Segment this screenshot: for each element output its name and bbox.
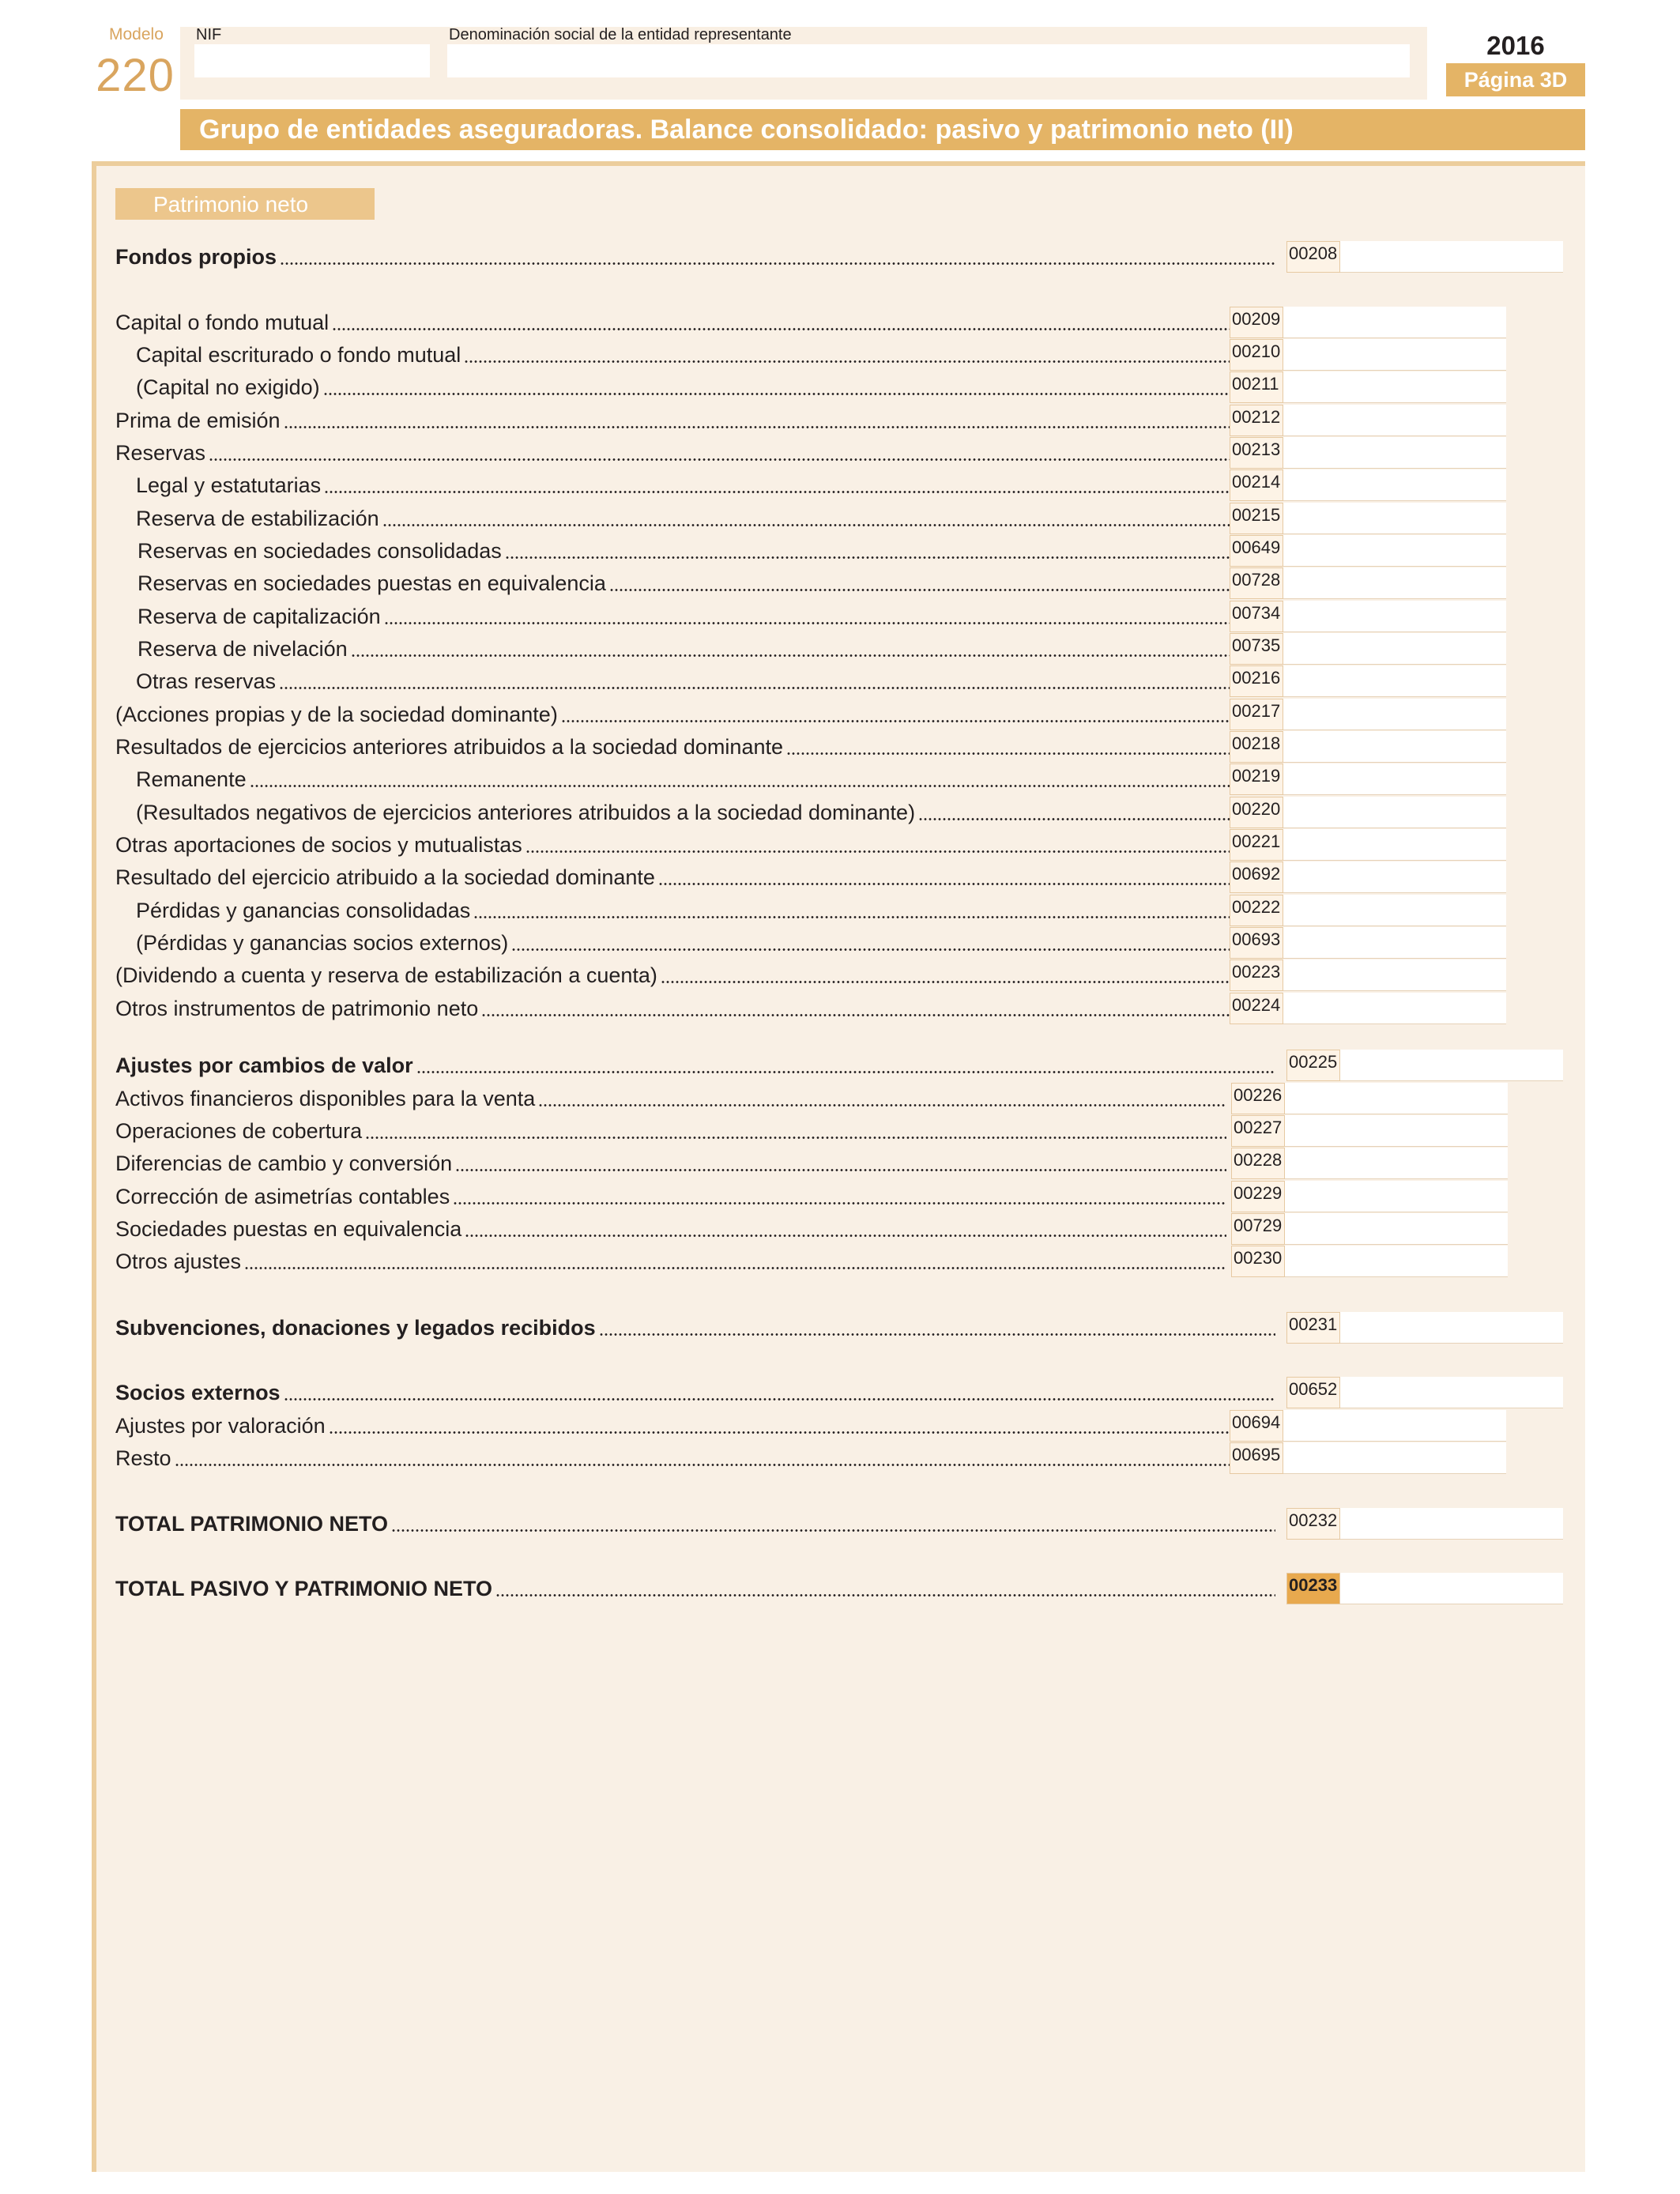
amount-field[interactable] <box>1283 601 1506 632</box>
form-row <box>115 763 1508 795</box>
form-row <box>115 1181 1509 1212</box>
row-label-wrap <box>115 1083 1226 1114</box>
amount-field[interactable] <box>1283 763 1506 795</box>
row-label: Prima de emisión <box>115 409 281 432</box>
row-label-wrap <box>137 567 1230 599</box>
row-label: Reservas en sociedades consolidadas <box>137 539 502 563</box>
row-label: Socios externos <box>115 1381 281 1404</box>
form-row <box>115 1312 1565 1344</box>
amount-field[interactable] <box>1283 339 1506 371</box>
form-row <box>115 1213 1509 1245</box>
dot-leader <box>658 883 1230 885</box>
dot-leader <box>284 426 1230 428</box>
amount-field[interactable] <box>1340 1508 1563 1540</box>
box-code: 00223 <box>1230 959 1283 991</box>
box-code: 00652 <box>1286 1377 1340 1408</box>
row-label: Sociedades puestas en equivalencia <box>115 1217 462 1241</box>
dot-leader <box>661 981 1230 983</box>
amount-field[interactable] <box>1283 797 1506 828</box>
amount-field[interactable] <box>1283 927 1506 959</box>
amount-field[interactable] <box>1340 1377 1563 1408</box>
row-label: Legal y estatutarias <box>136 473 322 497</box>
form-row <box>115 241 1565 273</box>
form-row <box>115 731 1508 763</box>
row-label-wrap <box>136 339 1230 371</box>
amount-field[interactable] <box>1283 959 1506 991</box>
row-label-wrap <box>136 895 1230 926</box>
row-label-wrap <box>115 861 1230 893</box>
form-row <box>115 503 1508 534</box>
amount-field[interactable] <box>1283 895 1506 926</box>
row-label-wrap <box>115 437 1230 469</box>
dot-leader <box>561 720 1230 722</box>
row-label: Reservas en sociedades puestas en equivalencia <box>137 571 606 595</box>
form-row <box>115 307 1508 338</box>
box-code: 00219 <box>1230 763 1283 795</box>
dot-leader <box>391 1529 1275 1532</box>
row-label-wrap <box>115 1312 1275 1344</box>
row-label-wrap <box>115 1246 1226 1277</box>
box-code: 00216 <box>1230 665 1283 697</box>
row-label-wrap <box>115 405 1230 436</box>
box-code: 00213 <box>1230 437 1283 469</box>
dot-leader <box>538 1104 1226 1106</box>
box-code: 00232 <box>1286 1508 1340 1540</box>
dot-leader <box>609 589 1230 591</box>
row-label: Reserva de nivelación <box>137 637 348 661</box>
amount-field[interactable] <box>1285 1213 1508 1245</box>
dot-leader <box>525 850 1230 853</box>
amount-field[interactable] <box>1283 699 1506 730</box>
row-label-wrap <box>136 503 1230 534</box>
form-row <box>115 665 1508 697</box>
form-row <box>115 959 1508 991</box>
amount-field[interactable] <box>1283 371 1506 403</box>
row-label-wrap <box>136 371 1230 403</box>
row-label-wrap <box>115 1573 1275 1604</box>
row-label: Activos financieros disponibles para la venta <box>115 1087 536 1110</box>
modelo-label: Modelo <box>109 25 164 43</box>
page-title: Grupo de entidades aseguradoras. Balance consolidado: pasivo y patrimonio neto (II) <box>180 109 1585 150</box>
form-row <box>115 633 1508 665</box>
box-code: 00229 <box>1231 1181 1285 1212</box>
box-code: 00734 <box>1230 601 1283 632</box>
row-label-wrap <box>115 307 1230 338</box>
row-label-wrap <box>137 633 1230 665</box>
dot-leader <box>329 1431 1230 1434</box>
box-code: 00231 <box>1286 1312 1340 1344</box>
box-code: 00728 <box>1230 567 1283 599</box>
form-row <box>115 601 1508 632</box>
row-label: Ajustes por cambios de valor <box>115 1054 413 1077</box>
row-label: Otras aportaciones de socios y mutualistas <box>115 833 522 857</box>
amount-field[interactable] <box>1285 1083 1508 1114</box>
form-row <box>115 1442 1508 1474</box>
form-row <box>115 895 1508 926</box>
box-code: 00210 <box>1230 339 1283 371</box>
amount-field[interactable] <box>1283 567 1506 599</box>
dot-leader <box>175 1464 1230 1466</box>
form-row <box>115 339 1508 371</box>
form-row <box>115 1115 1509 1147</box>
box-code: 00227 <box>1231 1115 1285 1147</box>
row-label-wrap <box>136 927 1230 959</box>
dot-leader <box>464 360 1230 363</box>
dot-leader <box>382 524 1230 526</box>
row-label-wrap <box>115 241 1275 273</box>
page-badge: Página 3D <box>1446 63 1585 96</box>
dot-leader <box>209 458 1230 461</box>
row-label: Diferencias de cambio y conversión <box>115 1152 453 1175</box>
row-label: Ajustes por valoración <box>115 1414 326 1438</box>
amount-field[interactable] <box>1283 665 1506 697</box>
form-row <box>115 927 1508 959</box>
amount-field[interactable] <box>1285 1148 1508 1179</box>
form-row <box>115 371 1508 403</box>
row-label: (Pérdidas y ganancias socios externos) <box>136 931 509 955</box>
row-label-wrap <box>115 1377 1275 1408</box>
dot-leader <box>384 622 1230 624</box>
form-row <box>115 1050 1565 1081</box>
row-label: Otros instrumentos de patrimonio neto <box>115 997 479 1020</box>
amount-field[interactable] <box>1283 861 1506 893</box>
form-row <box>115 993 1508 1024</box>
row-label-wrap <box>136 469 1230 501</box>
row-label-wrap <box>115 829 1230 861</box>
nif-field[interactable] <box>194 44 430 77</box>
box-code: 00230 <box>1231 1246 1285 1277</box>
dot-leader <box>511 948 1230 951</box>
dot-leader <box>453 1202 1226 1204</box>
row-label: Reserva de estabilización <box>136 507 379 530</box>
box-code: 00222 <box>1230 895 1283 926</box>
box-code: 00695 <box>1230 1442 1283 1474</box>
amount-field[interactable] <box>1285 1181 1508 1212</box>
row-label: Capital escriturado o fondo mutual <box>136 343 461 367</box>
row-label: (Resultados negativos de ejercicios anteriores atribuidos a la sociedad dominante) <box>136 801 916 824</box>
amount-field[interactable] <box>1283 633 1506 665</box>
amount-field[interactable] <box>1285 1115 1508 1147</box>
dot-leader <box>473 916 1230 918</box>
form-row <box>115 535 1508 567</box>
box-code: 00649 <box>1230 535 1283 567</box>
row-label-wrap <box>115 993 1230 1024</box>
dot-leader <box>416 1071 1275 1073</box>
row-label-wrap <box>136 665 1230 697</box>
row-label-wrap <box>115 731 1230 763</box>
dot-leader <box>455 1169 1226 1171</box>
row-label: Resultados de ejercicios anteriores atribuidos a la sociedad dominante <box>115 735 783 759</box>
form-row <box>115 797 1508 828</box>
dot-leader <box>481 1014 1230 1016</box>
box-code: 00735 <box>1230 633 1283 665</box>
form-row <box>115 699 1508 730</box>
amount-field[interactable] <box>1283 1410 1506 1442</box>
denominacion-field[interactable] <box>447 44 1410 77</box>
amount-field[interactable] <box>1340 241 1563 273</box>
section-title: Patrimonio neto <box>115 188 375 220</box>
box-code: 00209 <box>1230 307 1283 338</box>
box-code: 00220 <box>1230 797 1283 828</box>
form-row <box>115 1377 1565 1408</box>
row-label: Operaciones de cobertura <box>115 1119 363 1143</box>
row-label-wrap <box>115 1115 1226 1147</box>
row-label: Capital o fondo mutual <box>115 311 330 334</box>
form-row <box>115 567 1508 599</box>
year-badge: 2016 <box>1446 30 1585 62</box>
dot-leader <box>279 687 1230 689</box>
row-label-wrap <box>137 535 1230 567</box>
box-code: 00208 <box>1286 241 1340 273</box>
amount-field[interactable] <box>1340 1312 1563 1344</box>
dot-leader <box>332 328 1230 330</box>
row-label-wrap <box>115 1050 1275 1081</box>
form-row <box>115 861 1508 893</box>
row-label: Pérdidas y ganancias consolidadas <box>136 899 471 922</box>
amount-field[interactable] <box>1283 993 1506 1024</box>
amount-field[interactable] <box>1283 503 1506 534</box>
row-label-wrap <box>115 1181 1226 1212</box>
box-code: 00224 <box>1230 993 1283 1024</box>
form-row <box>115 1083 1509 1114</box>
amount-field[interactable] <box>1283 469 1506 501</box>
row-label: Reserva de capitalización <box>137 605 381 628</box>
amount-field[interactable] <box>1283 731 1506 763</box>
dot-leader <box>918 818 1230 820</box>
row-label: Reservas <box>115 441 206 465</box>
box-code: 00694 <box>1230 1410 1283 1442</box>
box-code: 00215 <box>1230 503 1283 534</box>
box-code: 00217 <box>1230 699 1283 730</box>
nif-label: NIF <box>196 26 222 43</box>
amount-field[interactable] <box>1283 535 1506 567</box>
form-row <box>115 405 1508 436</box>
form-row <box>115 1508 1565 1540</box>
dot-leader <box>280 262 1275 265</box>
row-label: Resto <box>115 1446 171 1470</box>
box-code: 00212 <box>1230 405 1283 436</box>
dot-leader <box>365 1137 1226 1139</box>
row-label-wrap <box>115 699 1230 730</box>
row-label-wrap <box>115 1410 1230 1442</box>
box-code: 00729 <box>1231 1213 1285 1245</box>
dot-leader <box>323 393 1230 395</box>
box-code: 00233 <box>1286 1573 1340 1604</box>
denominacion-label: Denominación social de la entidad representante <box>449 26 792 43</box>
box-code: 00225 <box>1286 1050 1340 1081</box>
form-row <box>115 1246 1509 1277</box>
row-label: Resultado del ejercicio atribuido a la sociedad dominante <box>115 865 655 889</box>
box-code: 00228 <box>1231 1148 1285 1179</box>
dot-leader <box>465 1235 1226 1237</box>
dot-leader <box>324 491 1230 493</box>
row-label: (Capital no exigido) <box>136 375 320 399</box>
dot-leader <box>284 1398 1275 1400</box>
amount-field[interactable] <box>1283 405 1506 436</box>
box-code: 00211 <box>1230 371 1283 403</box>
form-row <box>115 1573 1565 1604</box>
row-label: (Acciones propias y de la sociedad dominante) <box>115 703 558 726</box>
dot-leader <box>250 785 1230 787</box>
row-label-wrap <box>137 601 1230 632</box>
box-code: 00226 <box>1231 1083 1285 1114</box>
dot-leader <box>786 752 1230 755</box>
amount-field[interactable] <box>1283 437 1506 469</box>
modelo-number: 220 <box>96 50 175 101</box>
dot-leader <box>495 1594 1275 1596</box>
row-label-wrap <box>115 1442 1230 1474</box>
row-label: Corrección de asimetrías contables <box>115 1185 450 1208</box>
box-code: 00693 <box>1230 927 1283 959</box>
row-label-wrap <box>115 1508 1275 1540</box>
form-row <box>115 469 1508 501</box>
box-code: 00214 <box>1230 469 1283 501</box>
dot-leader <box>599 1333 1275 1336</box>
box-code: 00692 <box>1230 861 1283 893</box>
dot-leader <box>505 556 1230 559</box>
row-label-wrap <box>115 1148 1226 1179</box>
amount-field[interactable] <box>1283 1442 1506 1474</box>
amount-field[interactable] <box>1340 1050 1563 1081</box>
row-label-wrap <box>115 959 1230 991</box>
row-label-wrap <box>136 763 1230 795</box>
row-label: Otras reservas <box>136 669 277 693</box>
amount-field[interactable] <box>1283 307 1506 338</box>
row-label: TOTAL PASIVO Y PATRIMONIO NETO <box>115 1577 493 1600</box>
amount-field[interactable] <box>1285 1246 1508 1277</box>
form-row <box>115 1410 1508 1442</box>
row-label-wrap <box>115 1213 1226 1245</box>
row-label: TOTAL PATRIMONIO NETO <box>115 1512 389 1536</box>
form-row <box>115 1148 1509 1179</box>
amount-field[interactable] <box>1340 1573 1563 1604</box>
form-row <box>115 437 1508 469</box>
row-label: Fondos propios <box>115 245 277 269</box>
row-label: Remanente <box>136 767 247 791</box>
dot-leader <box>351 654 1230 657</box>
row-label: Otros ajustes <box>115 1250 242 1273</box>
row-label: (Dividendo a cuenta y reserva de estabilización a cuenta) <box>115 963 657 987</box>
row-label-wrap <box>136 797 1230 828</box>
box-code: 00221 <box>1230 829 1283 861</box>
form-row <box>115 829 1508 861</box>
amount-field[interactable] <box>1283 829 1506 861</box>
box-code: 00218 <box>1230 731 1283 763</box>
row-label: Subvenciones, donaciones y legados recibidos <box>115 1316 596 1340</box>
dot-leader <box>244 1267 1226 1269</box>
